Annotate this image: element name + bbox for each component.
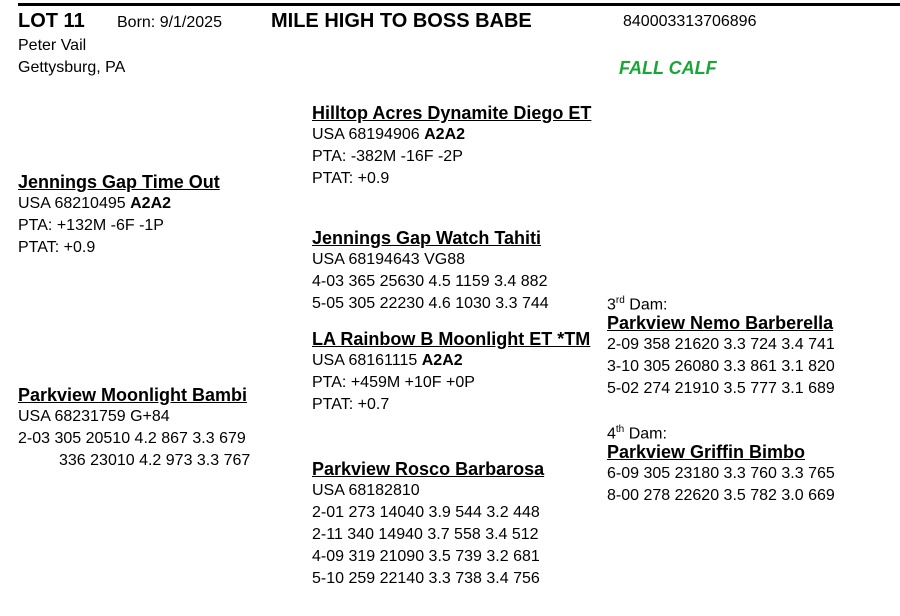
sire-dam-record: 4-03 365 25630 4.5 1159 3.4 882 — [312, 273, 548, 290]
third-dam-block — [607, 290, 835, 400]
animal-name: MILE HIGH TO BOSS BABE — [271, 10, 532, 32]
fourth-dam-label — [607, 419, 835, 441]
owner-name: Peter Vail — [18, 37, 87, 54]
dam-block — [18, 384, 250, 472]
sire-dam-record: 5-05 305 22230 4.6 1030 3.3 744 — [312, 295, 549, 312]
category-label: FALL CALF — [619, 58, 717, 78]
third-dam-ordinal-suffix: rd — [615, 295, 625, 306]
dam-sire-reg-text: USA 68161115 — [312, 352, 418, 369]
fourth-dam-ordinal-suffix: th — [615, 424, 625, 435]
dam-record: 336 23010 4.2 973 3.3 767 — [59, 452, 251, 469]
dam-sire-beta-casein: A2A2 — [421, 352, 463, 369]
registration-number: 840003313706896 — [623, 13, 757, 30]
dam-dam-registration: USA 68182810 — [312, 482, 420, 499]
dam-sire-block — [312, 328, 602, 416]
dam-sire-pta: PTA: +459M +10F +0P — [312, 374, 475, 391]
fourth-dam-block — [607, 419, 835, 507]
fourth-dam-label-text: Dam: — [624, 425, 667, 443]
dam-dam-record: 2-01 273 14040 3.9 544 3.2 448 — [312, 504, 540, 521]
sire-registration — [18, 193, 220, 215]
sire-dam-block — [312, 227, 549, 315]
sire-sire-beta-casein: A2A2 — [424, 126, 466, 143]
sire-dam-name: Jennings Gap Watch Tahiti — [312, 228, 542, 248]
sire-sire-registration — [312, 124, 602, 146]
dam-dam-record: 4-09 319 21090 3.5 739 3.2 681 — [312, 548, 540, 565]
sire-sire-reg-text: USA 68194906 — [312, 126, 420, 143]
third-dam-label-text: Dam: — [624, 296, 668, 314]
birth-date: Born: 9/1/2025 — [117, 14, 222, 31]
fourth-dam-name: Parkview Griffin Bimbo — [607, 442, 806, 462]
dam-sire-name: LA Rainbow B Moonlight ET *TM — [312, 329, 591, 349]
sire-sire-ptat: PTAT: +0.9 — [312, 170, 390, 187]
fourth-dam-record: 6-09 305 23180 3.3 760 3.3 765 — [607, 465, 835, 482]
sire-pta: PTA: +132M -6F -1P — [18, 217, 164, 234]
third-dam-record: 3-10 305 26080 3.3 861 3.1 820 — [607, 358, 835, 375]
third-dam-name: Parkview Nemo Barberella — [607, 313, 834, 333]
third-dam-record: 2-09 358 21620 3.3 724 3.4 741 — [607, 336, 835, 353]
sire-sire-name: Hilltop Acres Dynamite Diego ET — [312, 103, 592, 123]
dam-dam-block — [312, 458, 544, 590]
third-dam-ordinal: 3 — [607, 296, 616, 314]
dam-name: Parkview Moonlight Bambi — [18, 385, 248, 405]
sire-name: Jennings Gap Time Out — [18, 172, 220, 192]
dam-dam-record: 5-10 259 22140 3.3 738 3.4 756 — [312, 570, 540, 587]
dam-registration: USA 68231759 G+84 — [18, 408, 170, 425]
sire-reg-text: USA 68210495 — [18, 195, 126, 212]
sire-sire-block — [312, 102, 602, 190]
dam-dam-name: Parkview Rosco Barbarosa — [312, 459, 545, 479]
dam-record: 2-03 305 20510 4.2 867 3.3 679 — [18, 430, 246, 447]
top-rule — [18, 3, 900, 6]
owner-location: Gettysburg, PA — [18, 59, 126, 76]
owner-block — [18, 35, 125, 79]
third-dam-record: 5-02 274 21910 3.5 777 3.1 689 — [607, 380, 835, 397]
third-dam-label — [607, 290, 835, 312]
sire-ptat: PTAT: +0.9 — [18, 239, 96, 256]
lot-number: LOT 11 — [18, 10, 85, 32]
fourth-dam-ordinal: 4 — [607, 425, 616, 443]
sire-beta-casein: A2A2 — [130, 195, 172, 212]
dam-dam-record: 2-11 340 14940 3.7 558 3.4 512 — [312, 526, 539, 543]
sire-sire-pta: PTA: -382M -16F -2P — [312, 148, 463, 165]
sire-dam-registration: USA 68194643 VG88 — [312, 251, 466, 268]
dam-sire-ptat: PTAT: +0.7 — [312, 396, 390, 413]
sire-block — [18, 171, 220, 259]
fourth-dam-record: 8-00 278 22620 3.5 782 3.0 669 — [607, 487, 835, 504]
dam-sire-registration — [312, 350, 602, 372]
